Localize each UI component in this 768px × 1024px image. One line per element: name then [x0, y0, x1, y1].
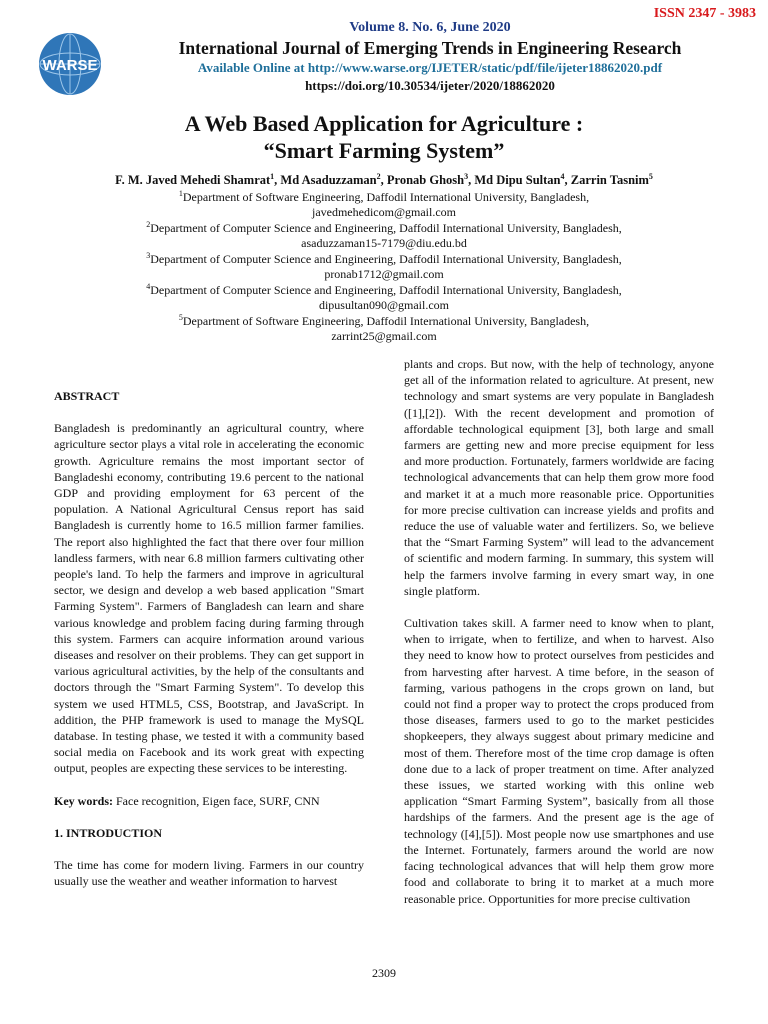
keywords-label: Key words:: [54, 793, 113, 808]
author-sup: 4: [560, 172, 565, 181]
intro-paragraph-2: Cultivation takes skill. A farmer need to know when to plant, when to irrigate, when to fertilize, and when to harvest. Also they need to know how to protect ourselves from pesticides and from harvesting after harvest. A time before, in the season of farming, various pathogens in the crops grown on land, but could not find a proper way to protect the crops produced from those diseases, farmers used to go to the market pesticides shopkeepers, they always suggest about primary medicine and most of them. Therefore most of the time crop damage is often done due to a lack of proper treatment on time. After analyzed these issues, we started working with this online web application “Smart Farming System”, basically from all those hardships of the farmers. And the present age is the age of technology ([4],[5]). Most people now use smartphones and use the Internet. Fortunately, farmers around the world are now facing technological advances that will help them grow more food and collaborate to bring it to market at a much more reasonable price. Opportunities for more precise cultivation: [404, 616, 714, 906]
keywords: [54, 793, 364, 809]
author-name: Md Asaduzzaman: [280, 173, 377, 188]
affil-sup: 2: [146, 220, 151, 229]
journal-name: International Journal of Emerging Trends in Engineering Research: [178, 38, 682, 58]
author-sup: 5: [648, 172, 653, 181]
title-line-1: A Web Based Application for Agriculture :: [184, 111, 584, 136]
doi-link[interactable]: https://doi.org/10.30534/ijeter/2020/18862020: [305, 78, 555, 93]
affil-email: pronab1712@gmail.com: [324, 267, 444, 281]
author-sup: 2: [376, 172, 381, 181]
warse-logo: [38, 32, 102, 96]
affiliation-1: [0, 189, 768, 220]
page-number: 2309: [372, 966, 396, 980]
title-line-2: “Smart Farming System”: [263, 138, 505, 163]
author-sup: 1: [270, 172, 275, 181]
affiliation-4: [0, 282, 768, 313]
intro-paragraph-1-cont: plants and crops. But now, with the help of technology, anyone get all of the information related to agriculture. At present, new technology and smart systems are very populate in Bangladesh ([1],[2]). With the recent development and promotion of affordable technological equipment [3], both large and small farmers are getting new and more precise equipment for less and more production. Fortunately, farmers worldwide are facing technological advancements that can help them grow more food and market it at a much more reasonable price. Opportunities for more precise cultivation can increase yields and profits and reduce the use of valuable water and fertilizers. So, we believe that the “Smart Farming System” will lead to the advancement of scientific and modern farming. In summary, this system will help the farmers involve farming in every smart way, in one single platform.: [404, 357, 714, 598]
author-name: F. M. Javed Mehedi Shamrat: [115, 173, 271, 188]
keywords-text: Face recognition, Eigen face, SURF, CNN: [113, 793, 320, 808]
affiliation-2: [0, 220, 768, 251]
issn-number: ISSN 2347 - 3983: [653, 6, 756, 21]
author-name: Md Dipu Sultan: [474, 173, 561, 188]
affil-dept: Department of Computer Science and Engineering, Daffodil International University, Bangladesh,: [150, 252, 622, 266]
affil-email: dipusultan090@gmail.com: [318, 298, 450, 312]
intro-paragraph-1-start: The time has come for modern living. Farmers in our country usually use the weather and weather information to harvest: [54, 858, 364, 889]
affil-sup: 4: [146, 282, 151, 291]
affil-email: asaduzzaman15-7179@diu.edu.bd: [301, 236, 467, 250]
available-online-link[interactable]: Available Online at http://www.warse.org/IJETER/static/pdf/file/ijeter18862020.pdf: [197, 60, 663, 75]
affil-dept: Department of Computer Science and Engineering, Daffodil International University, Bangladesh,: [150, 221, 622, 235]
affil-sup: 1: [178, 189, 183, 198]
affiliation-3: [0, 251, 768, 282]
introduction-heading: 1. INTRODUCTION: [54, 825, 163, 840]
affil-sup: 5: [178, 313, 183, 322]
abstract-heading: ABSTRACT: [54, 389, 120, 403]
abstract-text: Bangladesh is predominantly an agricultural country, where agriculture sector plays a vital role in accelerating the economic growth. Agriculture remains the most important sector of Bangladeshi economy, contributing 19.6 percent to the national GDP and providing employment for 63 percent of the population. A National Agricultural Census report has said Bangladesh is currently home to 16.5 million farmer families. The report also highlighted the fact that there over four million landless farmers, with near 6.8 million farmers cultivating other people's land. To help the farmers and improve in agricultural sector, we design and develop a web based application "Smart Farming System". Farmers of Bangladesh can learn and share various knowledge and problem facing during farming through this system. Farmers can acquire information around various diseases and resolver on their problems. They can get support in various agricultural activities, by the help of the consultants and doctors through the "Smart Farming System". To develop this system we used HTML5, CSS, Bootstrap, and JavaScript. In addition, the PHP framework is used to manage the MySQL database. In testing phase, we tested it with a community based social media on Facebook and its work great with expecting output, peoples are expecting these services to be interesting.: [54, 421, 364, 776]
affiliation-5: [0, 313, 768, 344]
journal-volume: Volume 8. No. 6, June 2020: [349, 20, 511, 35]
affil-dept: Department of Computer Science and Engineering, Daffodil International University, Bangladesh,: [150, 283, 622, 297]
right-column: [404, 356, 714, 907]
affil-dept: Department of Software Engineering, Daffodil International University, Bangladesh,: [182, 314, 590, 328]
affil-email: zarrint25@gmail.com: [331, 329, 437, 343]
author-name: Pronab Ghosh: [386, 173, 465, 188]
author-list: F. M. Javed Mehedi Shamrat$^1$, Md Asaduzzaman$^2$, Pronab Ghosh$^3$, Md Dipu Sultan$^4$, Zarrin Tasnim$^5$: [115, 172, 653, 188]
affil-email: javedmehedicom@gmail.com: [311, 205, 456, 219]
affil-sup: 3: [146, 251, 151, 260]
paper-title: [0, 110, 768, 164]
logo-text: WARSE: [42, 57, 98, 74]
author-sup: 3: [464, 172, 469, 181]
left-column: [54, 388, 364, 889]
author-name: Zarrin Tasnim: [570, 173, 649, 188]
affil-dept: Department of Software Engineering, Daffodil International University, Bangladesh,: [182, 190, 590, 204]
